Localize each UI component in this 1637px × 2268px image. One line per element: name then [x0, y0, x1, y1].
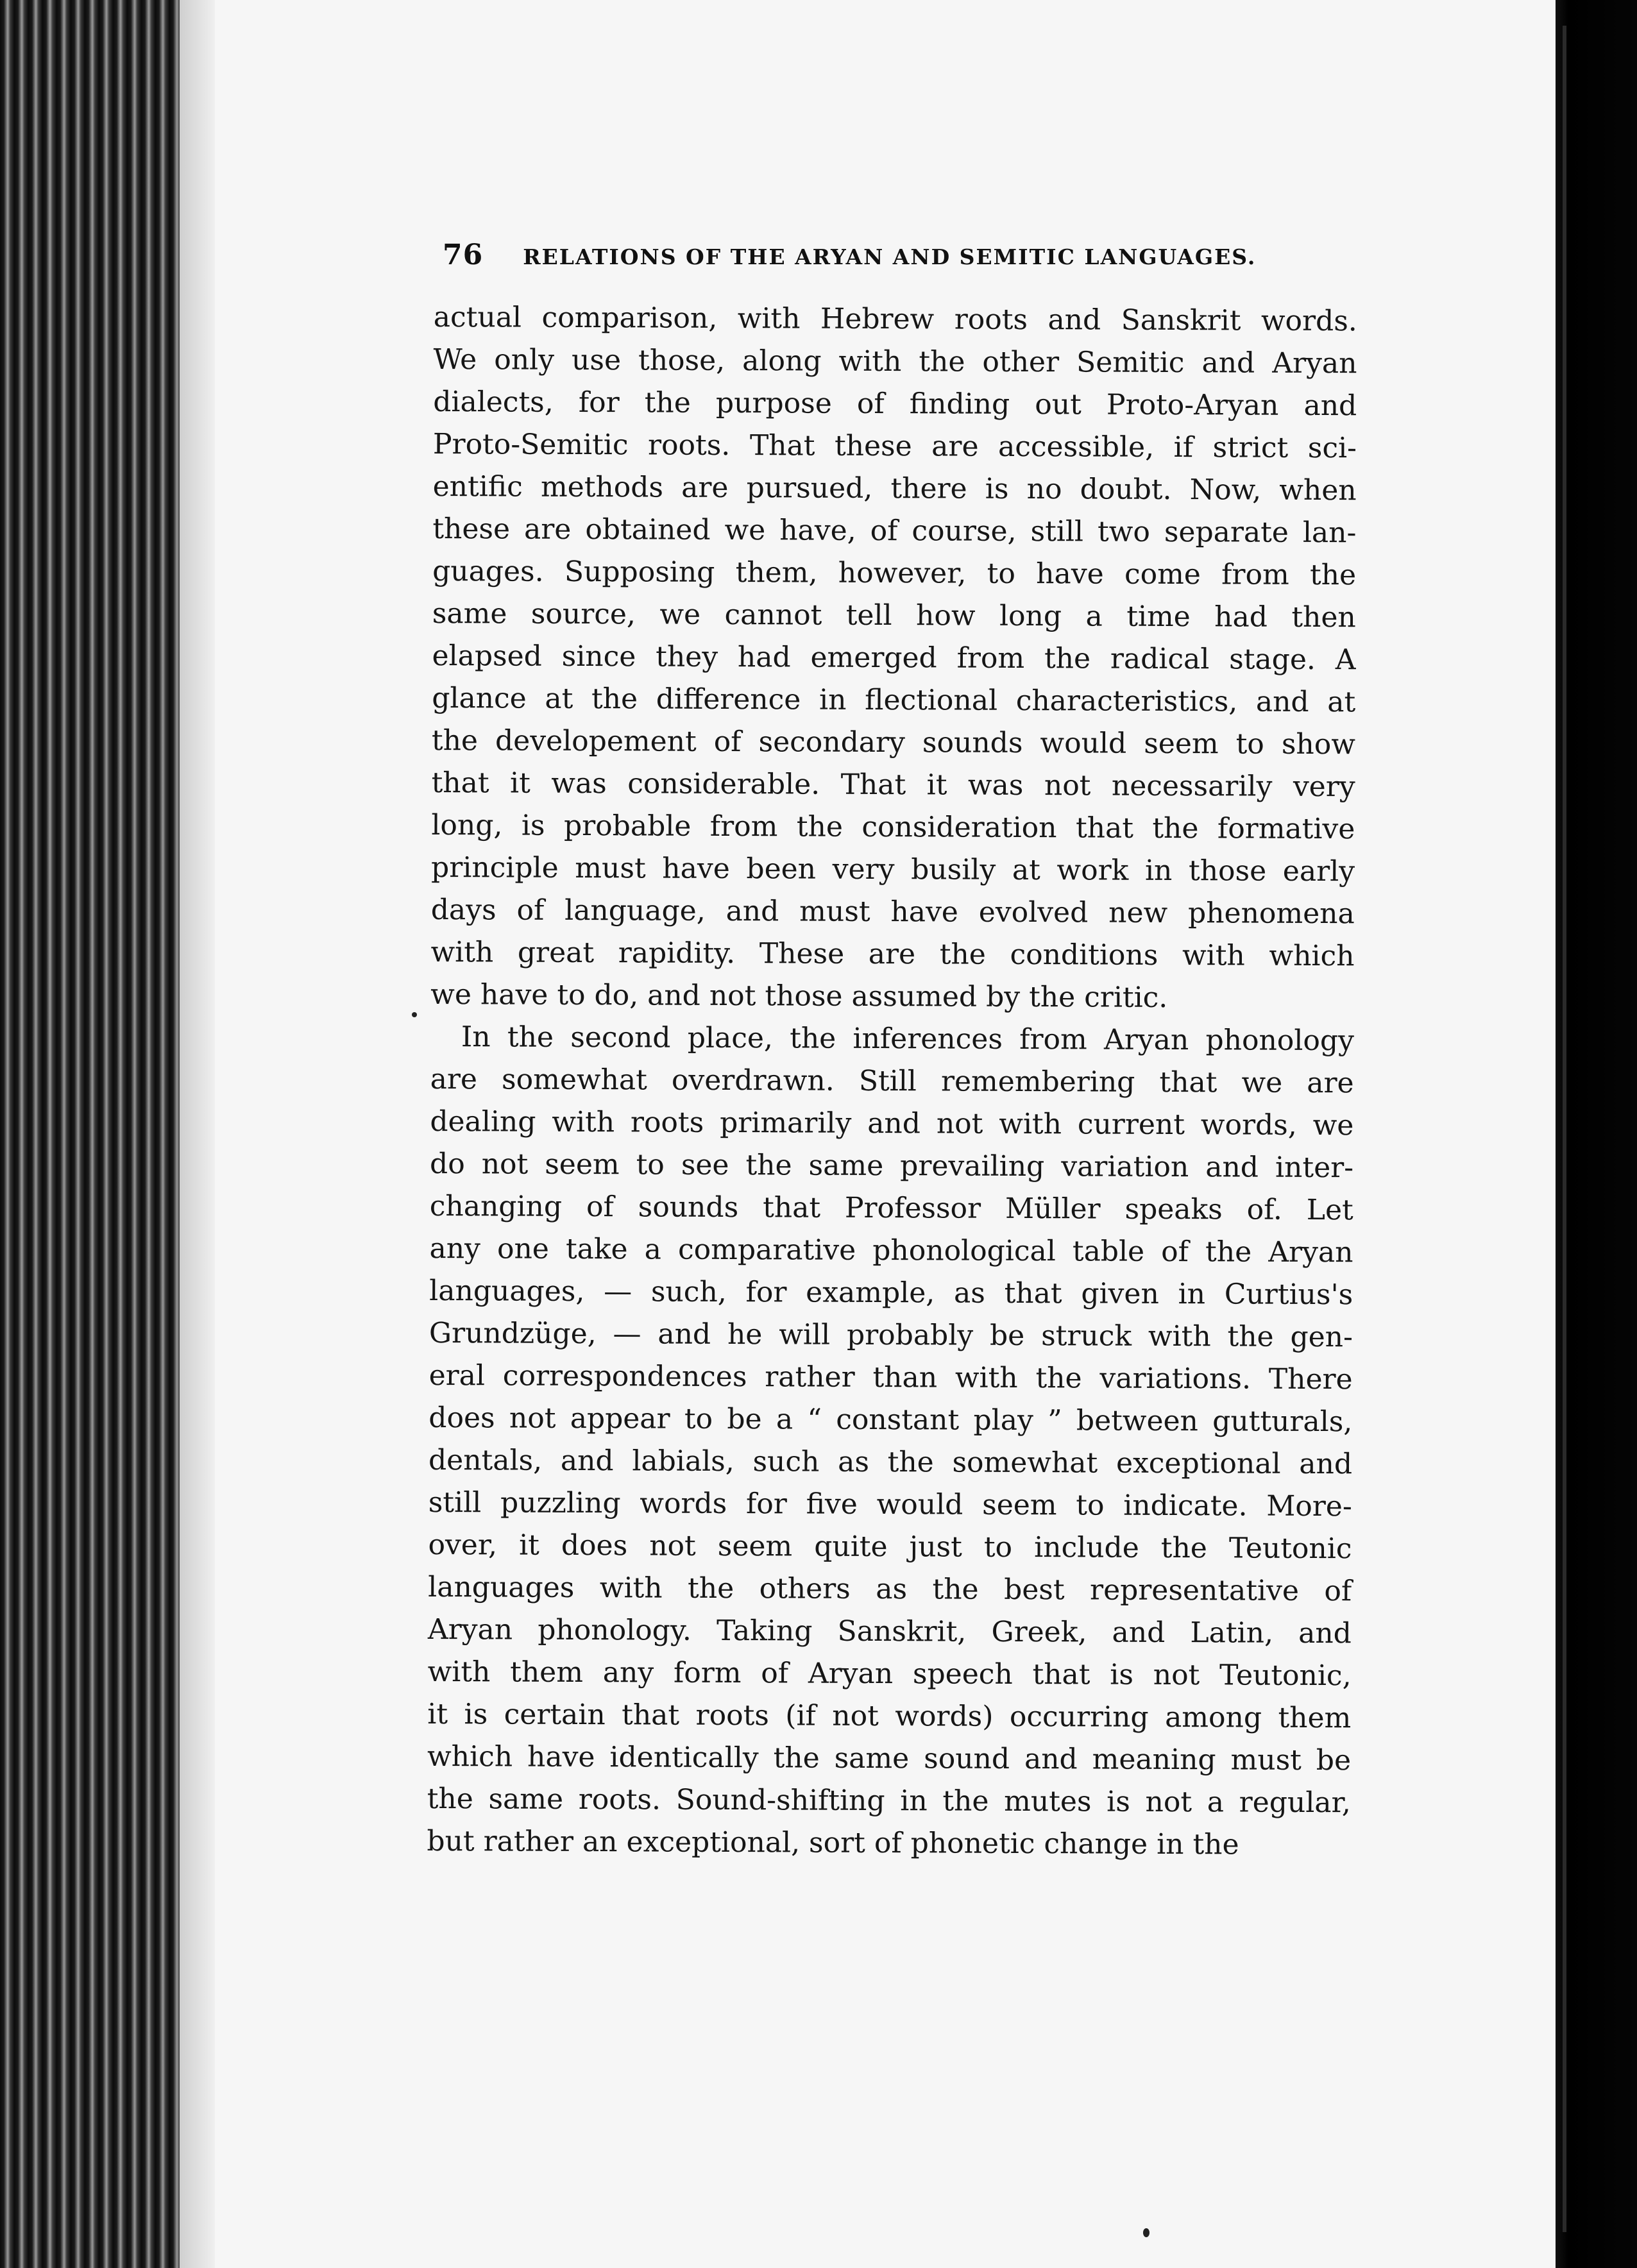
- text-line: changing of sounds that Professor Müller speaks of. Let: [429, 1189, 1353, 1227]
- paragraph-1: [430, 296, 1357, 1020]
- scan-speck: [1143, 2228, 1149, 2237]
- text-line: the same roots. Sound-shifting in the mutes is not a regular,: [427, 1782, 1351, 1820]
- text-line: entific methods are pursued, there is no doubt. Now, when: [432, 470, 1357, 507]
- text-line: does not appear to be a “ constant play ” between gutturals,: [428, 1401, 1353, 1439]
- text-line: principle must have been very busily at work in those early: [431, 851, 1355, 888]
- text-line: same source, we cannot tell how long a time had then: [432, 597, 1356, 634]
- text-line: Grundzüge, — and he will probably be struck with the gen-: [428, 1316, 1353, 1354]
- text-line: which have identically the same sound and meaning must be: [427, 1739, 1352, 1777]
- text-line: elapsed since they had emerged from the radical stage. A: [432, 639, 1356, 677]
- text-line: we have to do, and not those assumed by the critic.: [430, 977, 1168, 1015]
- text-line: Aryan phonology. Taking Sanskrit, Greek, and Latin, and: [427, 1612, 1352, 1650]
- body-text: [427, 296, 1357, 1866]
- text-line: over, it does not seem quite just to include the Teutonic: [428, 1528, 1352, 1566]
- book-binding: [1556, 0, 1637, 2268]
- text-line: long, is probable from the consideration that the formative: [431, 808, 1355, 846]
- text-line: dentals, and labials, such as the somewhat exceptional and: [428, 1443, 1353, 1481]
- text-line: do not seem to see the same prevailing variation and inter-: [429, 1147, 1354, 1185]
- text-line: In the second place, the inferences from Aryan phonology: [461, 1020, 1355, 1058]
- text-line: but rather an exceptional, sort of phonetic change in the: [427, 1824, 1239, 1861]
- text-line: that it was considerable. That it was not necessarily very: [431, 766, 1355, 804]
- text-line: glance at the difference in flectional characteristics, and at: [432, 681, 1356, 719]
- binding-line: [1563, 26, 1566, 2232]
- text-line: dealing with roots primarily and not with current words, we: [430, 1104, 1354, 1142]
- text-line: these are obtained we have, of course, still two separate lan-: [432, 512, 1357, 550]
- text-line: any one take a comparative phonological table of the Aryan: [429, 1231, 1353, 1269]
- text-line: with great rapidity. These are the conditions with which: [430, 935, 1355, 973]
- text-line: eral correspondences rather than with the variations. There: [428, 1358, 1353, 1396]
- scan-speck: [412, 1012, 417, 1017]
- text-line: dialects, for the purpose of finding out Proto-Aryan and: [433, 385, 1357, 423]
- running-title: RELATIONS OF THE ARYAN AND SEMITIC LANGUAGES.: [523, 244, 1257, 269]
- text-line: languages, — such, for example, as that given in Curtius's: [429, 1274, 1353, 1312]
- text-line: languages with the others as the best representative of: [428, 1570, 1352, 1608]
- text-line: the developement of secondary sounds would seem to show: [431, 724, 1356, 761]
- text-line: We only use those, along with the other Semitic and Aryan: [433, 343, 1357, 380]
- text-line: guages. Supposing them, however, to have come from the: [432, 554, 1357, 592]
- text-line: actual comparison, with Hebrew roots and Sanskrit words.: [433, 300, 1357, 338]
- text-line: Proto-Semitic roots. That these are accessible, if strict sci-: [432, 427, 1357, 465]
- page-edge-stack: [0, 0, 218, 2268]
- paragraph-2: [427, 1016, 1354, 1866]
- text-line: are somewhat overdrawn. Still remembering that we are: [430, 1062, 1354, 1100]
- text-line: with them any form of Aryan speech that is not Teutonic,: [427, 1655, 1352, 1693]
- page-number: 76: [443, 239, 484, 271]
- running-head: [443, 239, 1302, 271]
- text-line: it is certain that roots (if not words) occurring among them: [427, 1697, 1352, 1735]
- text-line: still puzzling words for five would seem to indicate. More-: [428, 1485, 1352, 1523]
- text-line: days of language, and must have evolved new phenomena: [430, 893, 1355, 931]
